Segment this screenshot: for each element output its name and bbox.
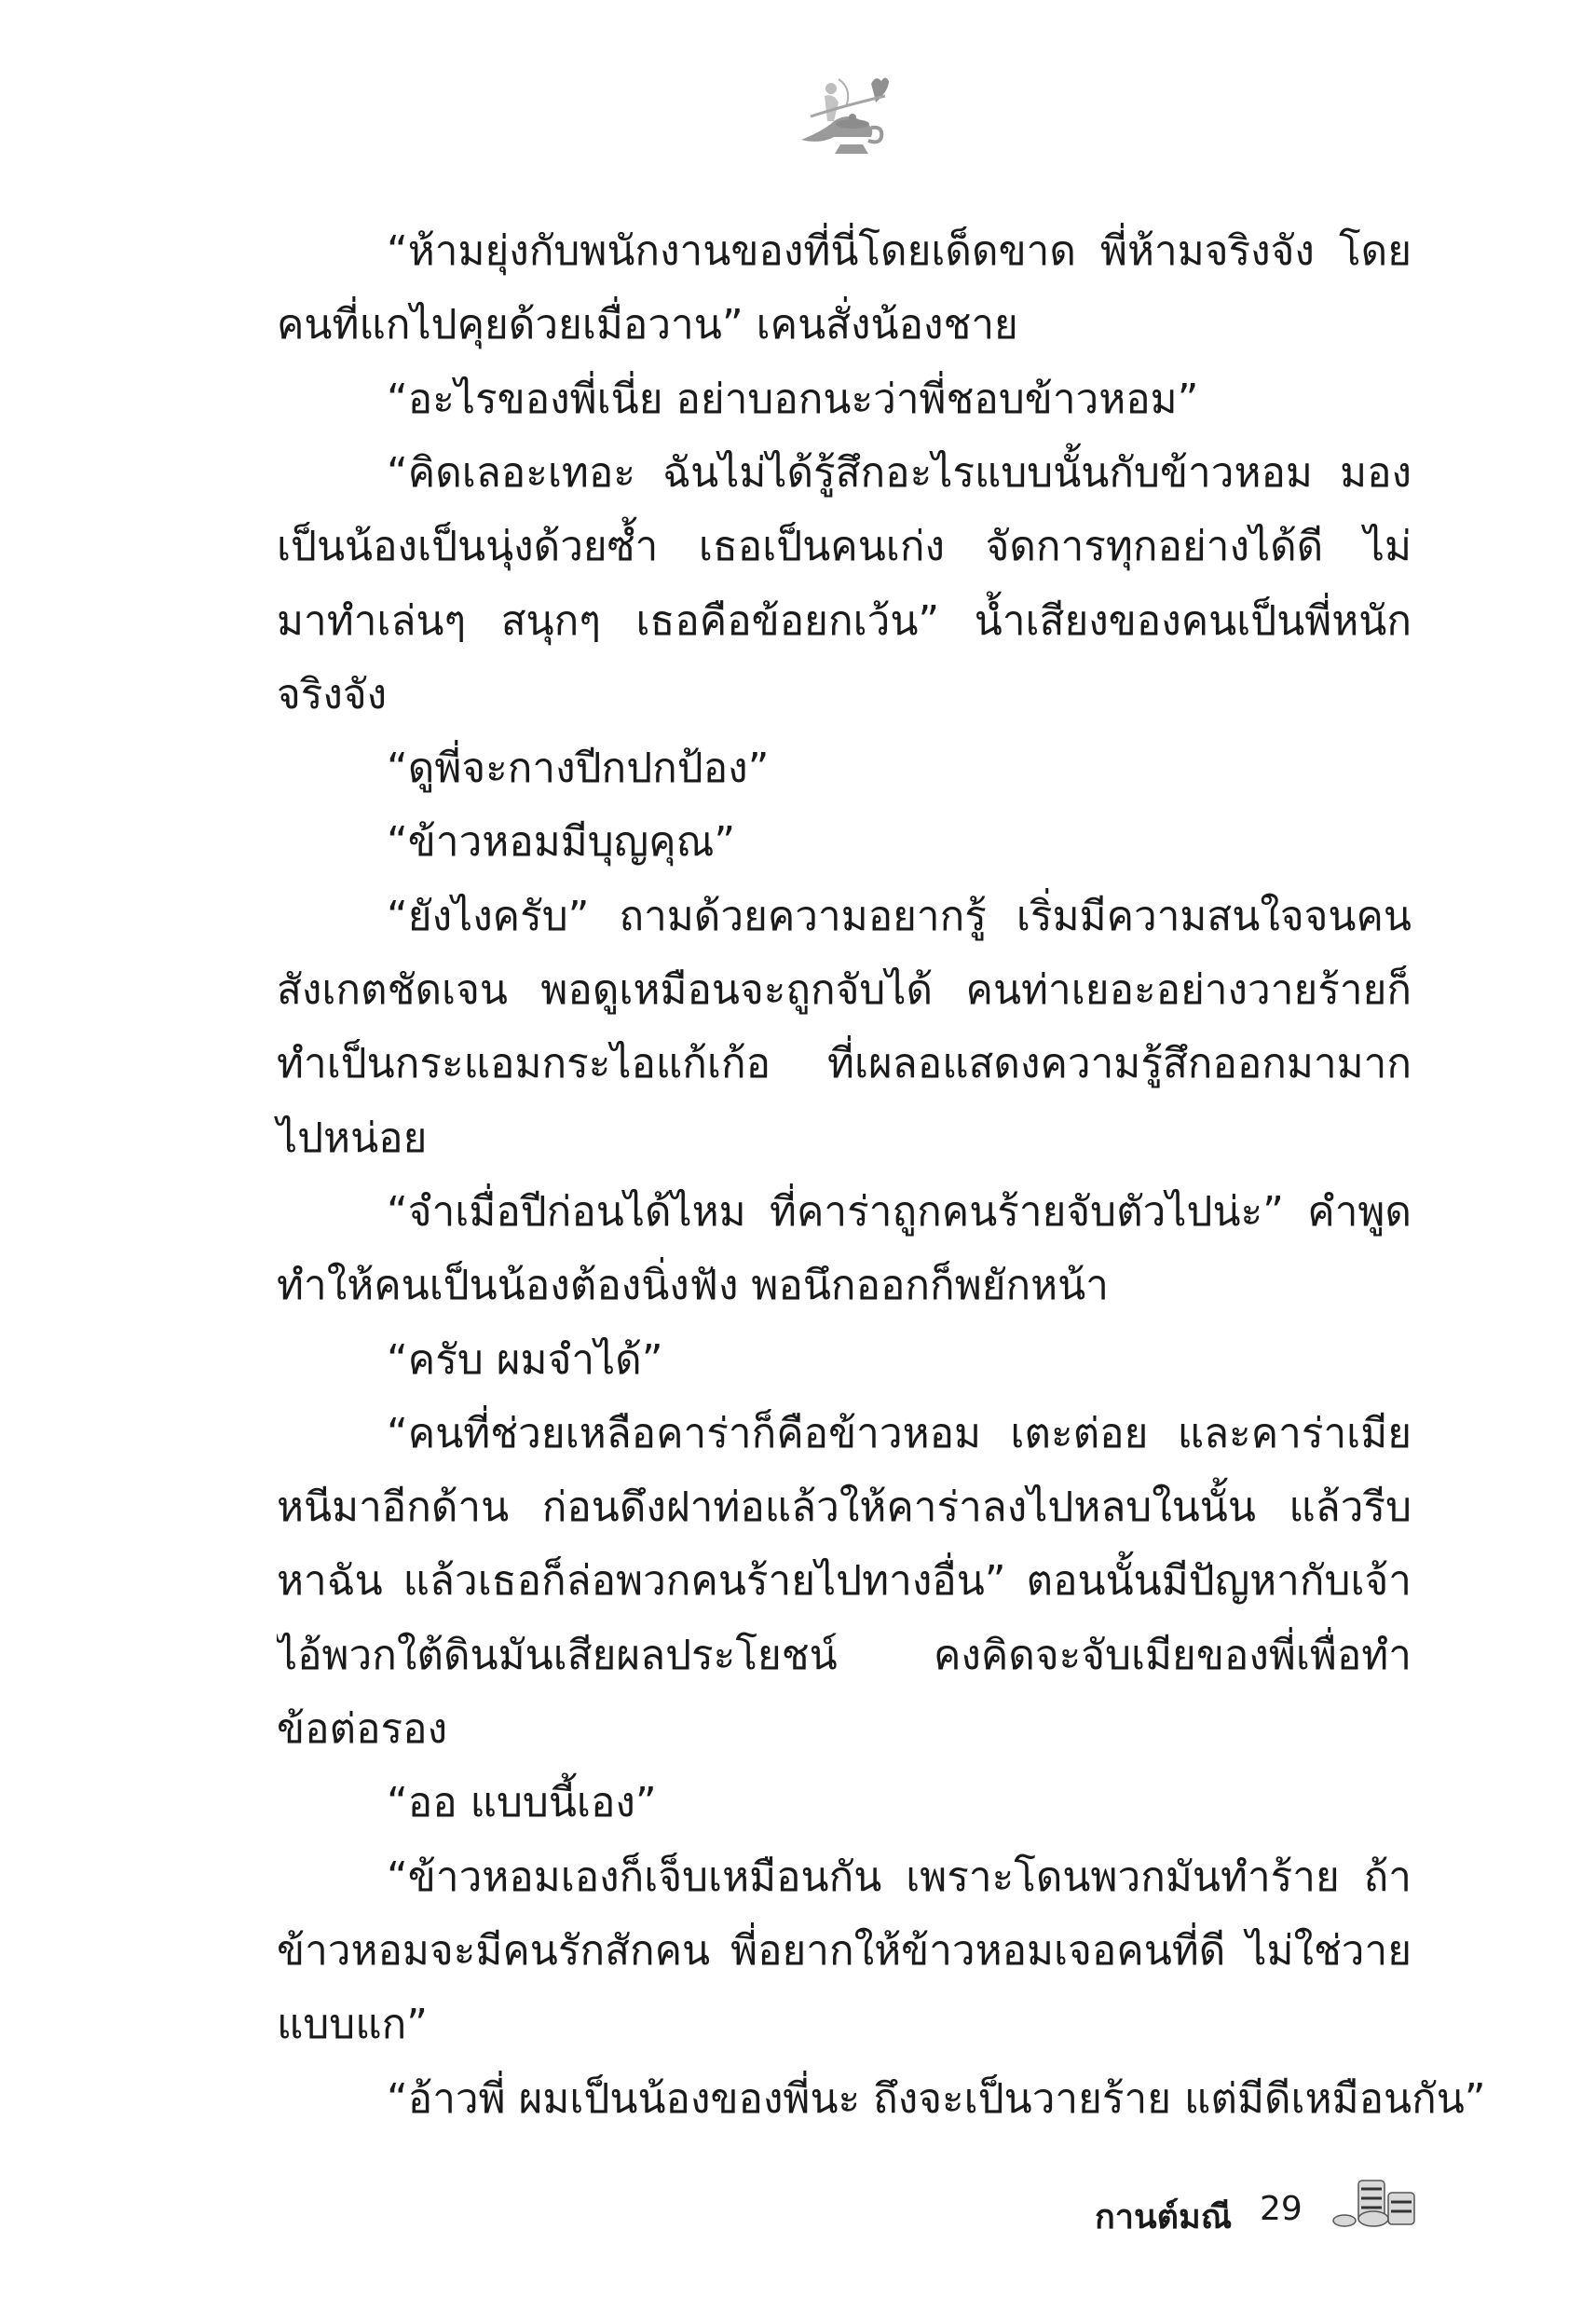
text-line: แบบแก” xyxy=(277,2001,429,2049)
text-line: “จำเมื่อปีก่อนได้ไหม ที่คาร่าถูกคนร้ายจับตัวไปน่ะ” คำพูด xyxy=(387,1187,1412,1236)
text-line: “คิดเลอะเทอะ ฉันไม่ได้รู้สึกอะไรแบบนั้นกับข้าวหอม มอง xyxy=(387,448,1412,497)
text-line: ไอ้พวกใต้ดินมันเสียผลประโยชน์ คงคิดจะจับเมียของพี่เพื่อทำ xyxy=(277,1631,1412,1679)
text-line: มาทำเล่นๆ สนุกๆ เธอคือข้อยกเว้น” น้ำเสียงของคนเป็นพี่หนัก xyxy=(277,596,1412,645)
text-line: “ข้าวหอมมีบุญคุณ” xyxy=(387,818,736,867)
text-line: “ข้าวหอมเองก็เจ็บเหมือนกัน เพราะโดนพวกมันทำร้าย ถ้า xyxy=(387,1853,1412,1901)
text-line: สังเกตชัดเจน พอดูเหมือนจะถูกจับได้ คนท่าเยอะอย่างวายร้ายก็ xyxy=(277,966,1412,1014)
text-line: จริงจัง xyxy=(277,670,388,718)
text-line: “ยังไงครับ” ถามด้วยความอยากรู้ เริ่มมีความสนใจจนคน xyxy=(387,892,1412,940)
text-line: “ออ แบบนี้เอง” xyxy=(387,1779,657,1827)
coin-stack-icon xyxy=(1330,2176,1424,2232)
text-line: ไปหน่อย xyxy=(277,1114,428,1162)
text-line: “คนที่ช่วยเหลือคาร่าก็คือข้าวหอม เตะต่อย และคาร่าเมีย xyxy=(387,1409,1412,1457)
text-line: “ห้ามยุ่งกับพนักงานของที่นี่โดยเด็ดขาด พี่ห้ามจริงจัง โดย xyxy=(387,227,1412,275)
text-line: หาฉัน แล้วเธอก็ล่อพวกคนร้ายไปทางอื่น” ตอนนั้นมีปัญหากับเจ้า xyxy=(277,1557,1412,1606)
text-line: “ครับ ผมจำได้” xyxy=(387,1335,663,1384)
text-line: ข้าวหอมจะมีคนรักสักคน พี่อยากให้ข้าวหอมเจอคนที่ดี ไม่ใช่วาย xyxy=(277,1926,1412,1975)
cupid-magic-lamp-logo-icon xyxy=(783,51,904,172)
text-line: เป็นน้องเป็นนุ่งด้วยซ้ำ เธอเป็นคนเก่ง จัดการทุกอย่างได้ดี ไม่ xyxy=(277,523,1412,571)
text-line: “ดูพี่จะกางปีกปกป้อง” xyxy=(387,745,770,793)
text-line: หนีมาอีกด้าน ก่อนดึงฝาท่อแล้วให้คาร่าลงไปหลบในนั้น แล้วรีบ xyxy=(277,1484,1412,1532)
page-number: 29 xyxy=(1260,2190,1303,2228)
text-line: คนที่แกไปคุยด้วยเมื่อวาน” เคนสั่งน้องชาย xyxy=(277,301,1018,349)
text-line: ทำเป็นกระแอมกระไอแก้เก้อ ที่เผลอแสดงความรู้สึกออกมามาก xyxy=(277,1040,1412,1088)
text-line: ทำให้คนเป็นน้องต้องนิ่งฟัง พอนึกออกก็พยักหน้า xyxy=(277,1262,1109,1310)
text-line: ข้อต่อรอง xyxy=(277,1705,448,1753)
text-line: “อะไรของพี่เนี่ย อย่าบอกนะว่าพี่ชอบข้าวหอม” xyxy=(387,375,1199,423)
footer-book-title: กานต์มณี xyxy=(1095,2198,1233,2236)
text-line: “อ้าวพี่ ผมเป็นน้องของพี่นะ ถึงจะเป็นวายร้าย แต่มีดีเหมือนกัน” xyxy=(387,2074,1486,2123)
